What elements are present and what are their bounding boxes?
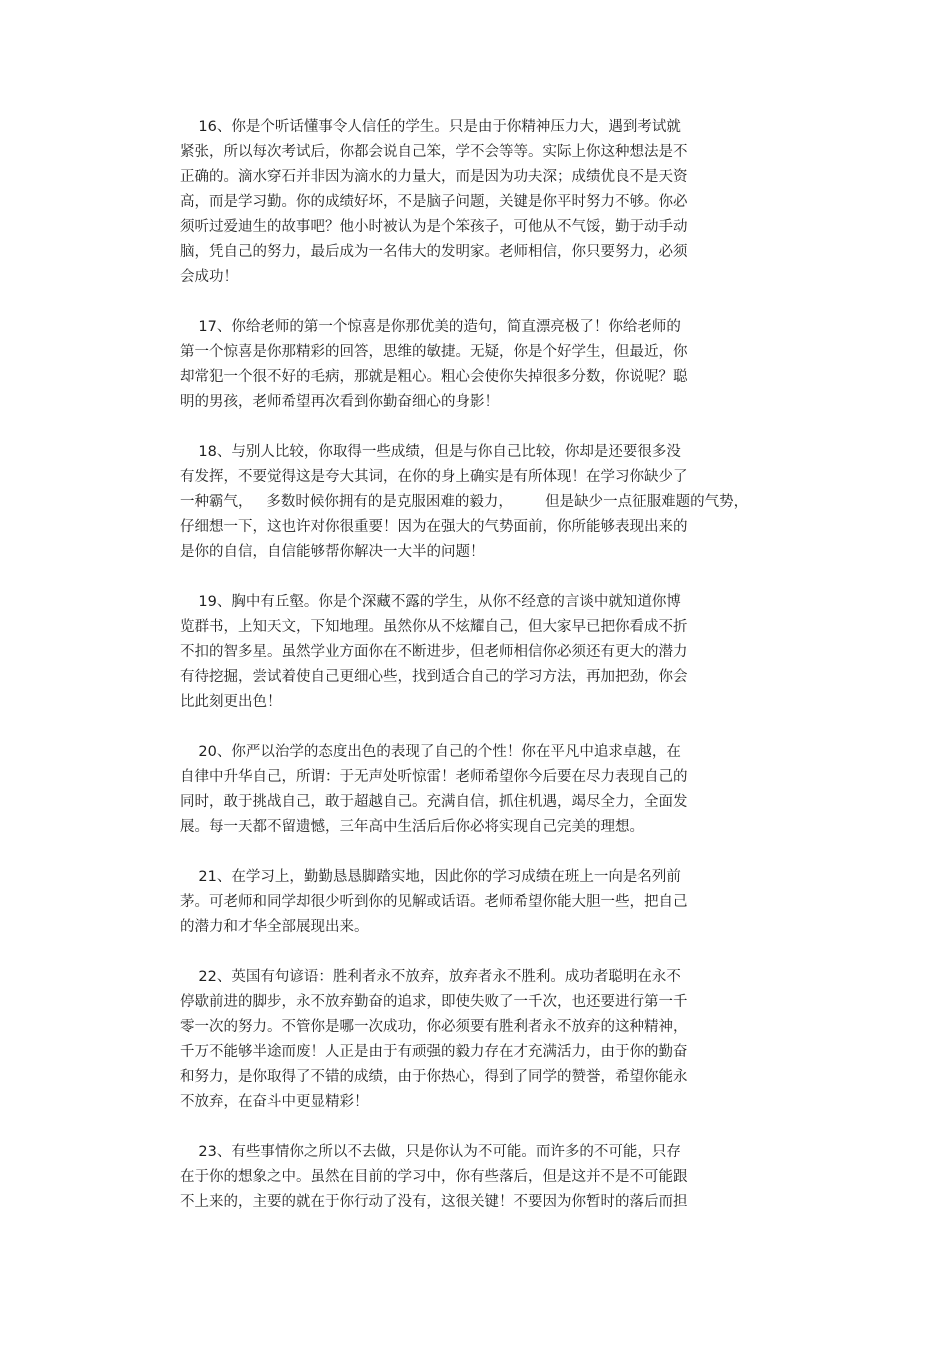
comment-paragraph-23 [180, 1140, 760, 1215]
text-line: 21、在学习上，勤勤恳恳脚踏实地，因此你的学习成绩在班上一向是名列前 [180, 869, 681, 885]
text-line: 会成功！ [180, 269, 238, 285]
comment-paragraph-19 [180, 590, 760, 715]
text-line: 一种霸气， 多数时候你拥有的是克服困难的毅力， 但是缺少一点征服难题的气势， [180, 494, 749, 510]
text-line: 18、与别人比较，你取得一些成绩，但是与你自己比较，你却是还要很多没 [180, 444, 681, 460]
text-line: 第一个惊喜是你那精彩的回答，思维的敏捷。无疑，你是个好学生，但最近，你 [180, 344, 688, 360]
text-line: 脑，凭自己的努力，最后成为一名伟大的发明家。老师相信，你只要努力，必须 [180, 244, 688, 260]
comment-paragraph-17 [180, 315, 760, 415]
text-line: 的潜力和才华全部展现出来。 [180, 919, 369, 935]
text-line: 高，而是学习勤。你的成绩好坏，不是脑子问题，关键是你平时努力不够。你必 [180, 194, 688, 210]
text-line: 20、你严以治学的态度出色的表现了自己的个性！你在平凡中追求卓越，在 [180, 744, 681, 760]
comment-paragraph-16 [180, 115, 760, 290]
text-line: 明的男孩，老师希望再次看到你勤奋细心的身影！ [180, 394, 499, 410]
comment-paragraph-21 [180, 865, 760, 940]
text-line: 自律中升华自己，所谓：于无声处听惊雷！老师希望你今后要在尽力表现自己的 [180, 769, 688, 785]
comment-paragraph-22 [180, 965, 760, 1115]
text-line: 17、你给老师的第一个惊喜是你那优美的造句，简直漂亮极了！你给老师的 [180, 319, 681, 335]
text-line: 紧张，所以每次考试后，你都会说自己笨，学不会等等。实际上你这种想法是不 [180, 144, 688, 160]
text-line: 在于你的想象之中。虽然在目前的学习中，你有些落后，但是这并不是不可能跟 [180, 1169, 688, 1185]
text-line: 不上来的，主要的就在于你行动了没有，这很关键！不要因为你暂时的落后而担 [180, 1194, 688, 1210]
text-line: 正确的。滴水穿石并非因为滴水的力量大，而是因为功夫深；成绩优良不是天资 [180, 169, 688, 185]
text-line: 览群书，上知天文，下知地理。虽然你从不炫耀自己，但大家早已把你看成不折 [180, 619, 688, 635]
text-line: 比此刻更出色！ [180, 694, 282, 710]
comment-paragraph-18 [180, 440, 760, 565]
text-line: 有发挥，不要觉得这是夸大其词，在你的身上确实是有所体现！在学习你缺少了 [180, 469, 688, 485]
text-line: 是你的自信，自信能够帮你解决一大半的问题！ [180, 544, 485, 560]
comment-paragraph-20 [180, 740, 760, 840]
text-line: 19、胸中有丘壑。你是个深藏不露的学生，从你不经意的言谈中就知道你博 [180, 594, 681, 610]
text-line: 停歇前进的脚步，永不放弃勤奋的追求，即使失败了一千次，也还要进行第一千 [180, 994, 688, 1010]
text-line: 须听过爱迪生的故事吧？他小时被认为是个笨孩子，可他从不气馁，勤于动手动 [180, 219, 688, 235]
text-line: 茅。可老师和同学却很少听到你的见解或话语。老师希望你能大胆一些，把自己 [180, 894, 688, 910]
text-line: 和努力，是你取得了不错的成绩，由于你热心，得到了同学的赞誉，希望你能永 [180, 1069, 688, 1085]
text-line: 不扣的智多星。虽然学业方面你在不断进步，但老师相信你必须还有更大的潜力 [180, 644, 688, 660]
text-line: 千万不能够半途而废！人正是由于有顽强的毅力存在才充满活力，由于你的勤奋 [180, 1044, 688, 1060]
text-line: 展。每一天都不留遗憾，三年高中生活后后你必将实现自己完美的理想。 [180, 819, 644, 835]
text-line: 不放弃，在奋斗中更显精彩！ [180, 1094, 369, 1110]
text-line: 有待挖掘，尝试着使自己更细心些，找到适合自己的学习方法，再加把劲，你会 [180, 669, 688, 685]
text-line: 零一次的努力。不管你是哪一次成功，你必须要有胜利者永不放弃的这种精神， [180, 1019, 688, 1035]
text-line: 23、有些事情你之所以不去做，只是你认为不可能。而许多的不可能，只存 [180, 1144, 681, 1160]
text-line: 16、你是个听话懂事令人信任的学生。只是由于你精神压力大，遇到考试就 [180, 119, 681, 135]
text-line: 同时，敢于挑战自己，敢于超越自己。充满自信，抓住机遇，竭尽全力，全面发 [180, 794, 688, 810]
text-line: 22、英国有句谚语：胜利者永不放弃，放弃者永不胜利。成功者聪明在永不 [180, 969, 681, 985]
text-line: 仔细想一下，这也许对你很重要！因为在强大的气势面前，你所能够表现出来的 [180, 519, 688, 535]
text-line: 却常犯一个很不好的毛病，那就是粗心。粗心会使你失掉很多分数，你说呢？聪 [180, 369, 688, 385]
